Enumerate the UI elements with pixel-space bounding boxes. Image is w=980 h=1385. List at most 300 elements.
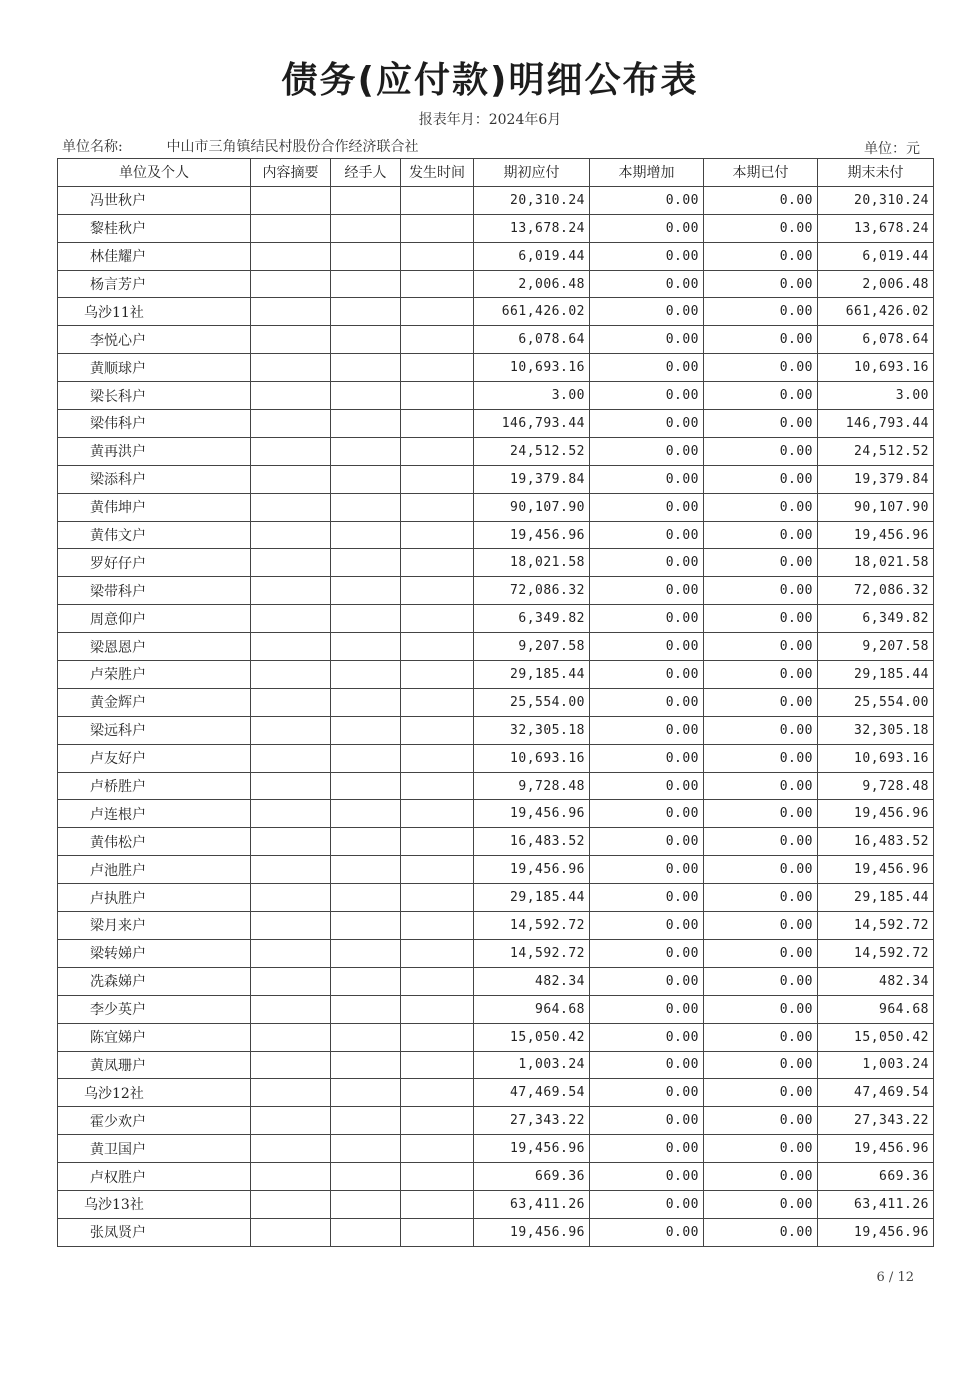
cell-time — [401, 186, 474, 214]
cell-closing-unpaid: 2,006.48 — [818, 270, 934, 298]
cell-summary — [251, 967, 331, 995]
cell-time — [401, 605, 474, 633]
cell-time — [401, 995, 474, 1023]
cell-summary — [251, 772, 331, 800]
cell-period-increase: 0.00 — [590, 716, 704, 744]
cell-closing-unpaid: 20,310.24 — [818, 186, 934, 214]
cell-name: 黎桂秋户 — [58, 214, 251, 242]
cell-name: 卢池胜户 — [58, 856, 251, 884]
cell-period-paid: 0.00 — [704, 995, 818, 1023]
cell-opening-payable: 63,411.26 — [474, 1190, 590, 1218]
cell-closing-unpaid: 669.36 — [818, 1163, 934, 1191]
cell-closing-unpaid: 18,021.58 — [818, 549, 934, 577]
cell-period-increase: 0.00 — [590, 270, 704, 298]
cell-closing-unpaid: 19,456.96 — [818, 800, 934, 828]
cell-period-paid: 0.00 — [704, 1079, 818, 1107]
cell-summary — [251, 716, 331, 744]
cell-name: 霍少欢户 — [58, 1107, 251, 1135]
cell-closing-unpaid: 1,003.24 — [818, 1051, 934, 1079]
table-row — [58, 716, 934, 744]
cell-period-paid: 0.00 — [704, 1023, 818, 1051]
cell-period-paid: 0.00 — [704, 633, 818, 661]
cell-name: 卢执胜户 — [58, 884, 251, 912]
table-row — [58, 939, 934, 967]
cell-name: 罗好仔户 — [58, 549, 251, 577]
cell-period-increase: 0.00 — [590, 186, 704, 214]
cell-opening-payable: 9,207.58 — [474, 633, 590, 661]
cell-handler — [331, 382, 401, 410]
cell-name: 冼森娣户 — [58, 967, 251, 995]
cell-period-paid: 0.00 — [704, 967, 818, 995]
cell-handler — [331, 1163, 401, 1191]
cell-handler — [331, 521, 401, 549]
cell-closing-unpaid: 63,411.26 — [818, 1190, 934, 1218]
cell-period-paid: 0.00 — [704, 939, 818, 967]
cell-opening-payable: 18,021.58 — [474, 549, 590, 577]
cell-time — [401, 800, 474, 828]
cell-opening-payable: 10,693.16 — [474, 744, 590, 772]
table-row — [58, 967, 934, 995]
cell-name: 梁转娣户 — [58, 939, 251, 967]
cell-opening-payable: 29,185.44 — [474, 661, 590, 689]
cell-time — [401, 410, 474, 438]
cell-period-paid: 0.00 — [704, 772, 818, 800]
cell-period-increase: 0.00 — [590, 967, 704, 995]
cell-period-paid: 0.00 — [704, 242, 818, 270]
cell-period-paid: 0.00 — [704, 1218, 818, 1246]
cell-period-increase: 0.00 — [590, 605, 704, 633]
cell-period-paid: 0.00 — [704, 577, 818, 605]
cell-time — [401, 493, 474, 521]
cell-summary — [251, 1135, 331, 1163]
cell-summary — [251, 493, 331, 521]
cell-period-paid: 0.00 — [704, 298, 818, 326]
cell-closing-unpaid: 72,086.32 — [818, 577, 934, 605]
cell-time — [401, 661, 474, 689]
cell-summary — [251, 884, 331, 912]
cell-closing-unpaid: 3.00 — [818, 382, 934, 410]
cell-name: 梁恩恩户 — [58, 633, 251, 661]
cell-closing-unpaid: 9,728.48 — [818, 772, 934, 800]
cell-opening-payable: 27,343.22 — [474, 1107, 590, 1135]
table-row — [58, 1107, 934, 1135]
cell-handler — [331, 1135, 401, 1163]
cell-time — [401, 270, 474, 298]
cell-name: 黄伟松户 — [58, 828, 251, 856]
cell-opening-payable: 669.36 — [474, 1163, 590, 1191]
cell-opening-payable: 14,592.72 — [474, 912, 590, 940]
cell-name: 梁带科户 — [58, 577, 251, 605]
table-row — [58, 521, 934, 549]
cell-summary — [251, 1190, 331, 1218]
table-row — [58, 1135, 934, 1163]
cell-period-increase: 0.00 — [590, 382, 704, 410]
column-header: 单位及个人 — [58, 159, 251, 187]
cell-opening-payable: 964.68 — [474, 995, 590, 1023]
cell-time — [401, 772, 474, 800]
cell-period-paid: 0.00 — [704, 912, 818, 940]
cell-period-increase: 0.00 — [590, 633, 704, 661]
table-row — [58, 633, 934, 661]
table-row — [58, 772, 934, 800]
cell-handler — [331, 437, 401, 465]
cell-opening-payable: 19,456.96 — [474, 1135, 590, 1163]
cell-closing-unpaid: 482.34 — [818, 967, 934, 995]
cell-time — [401, 1163, 474, 1191]
cell-summary — [251, 1218, 331, 1246]
cell-time — [401, 967, 474, 995]
cell-period-increase: 0.00 — [590, 688, 704, 716]
cell-name: 卢连根户 — [58, 800, 251, 828]
table-row — [58, 354, 934, 382]
cell-period-paid: 0.00 — [704, 856, 818, 884]
cell-period-increase: 0.00 — [590, 1023, 704, 1051]
cell-handler — [331, 633, 401, 661]
cell-name: 冯世秋户 — [58, 186, 251, 214]
cell-name: 卢友好户 — [58, 744, 251, 772]
cell-time — [401, 912, 474, 940]
column-header: 期初应付 — [474, 159, 590, 187]
cell-opening-payable: 6,078.64 — [474, 326, 590, 354]
cell-period-increase: 0.00 — [590, 1079, 704, 1107]
cell-name: 周意仰户 — [58, 605, 251, 633]
cell-closing-unpaid: 47,469.54 — [818, 1079, 934, 1107]
cell-handler — [331, 1079, 401, 1107]
cell-opening-payable: 19,456.96 — [474, 800, 590, 828]
column-header: 本期增加 — [590, 159, 704, 187]
cell-time — [401, 688, 474, 716]
cell-name: 黄伟文户 — [58, 521, 251, 549]
cell-time — [401, 521, 474, 549]
cell-name: 黄金辉户 — [58, 688, 251, 716]
cell-name: 梁伟科户 — [58, 410, 251, 438]
cell-opening-payable: 32,305.18 — [474, 716, 590, 744]
cell-time — [401, 939, 474, 967]
cell-closing-unpaid: 661,426.02 — [818, 298, 934, 326]
cell-opening-payable: 20,310.24 — [474, 186, 590, 214]
cell-name: 乌沙11社 — [58, 298, 251, 326]
table-row — [58, 437, 934, 465]
cell-handler — [331, 995, 401, 1023]
cell-opening-payable: 6,349.82 — [474, 605, 590, 633]
cell-time — [401, 298, 474, 326]
cell-period-paid: 0.00 — [704, 521, 818, 549]
cell-name: 梁添科户 — [58, 465, 251, 493]
table-row — [58, 577, 934, 605]
cell-period-paid: 0.00 — [704, 884, 818, 912]
cell-handler — [331, 549, 401, 577]
column-header: 本期已付 — [704, 159, 818, 187]
cell-name: 陈宜娣户 — [58, 1023, 251, 1051]
cell-opening-payable: 6,019.44 — [474, 242, 590, 270]
cell-handler — [331, 939, 401, 967]
cell-time — [401, 1051, 474, 1079]
cell-handler — [331, 410, 401, 438]
cell-name: 林佳耀户 — [58, 242, 251, 270]
cell-closing-unpaid: 19,456.96 — [818, 521, 934, 549]
cell-handler — [331, 465, 401, 493]
cell-time — [401, 744, 474, 772]
cell-period-increase: 0.00 — [590, 800, 704, 828]
cell-name: 黄凤珊户 — [58, 1051, 251, 1079]
page-number: 6 / 12 — [876, 1270, 914, 1285]
cell-closing-unpaid: 29,185.44 — [818, 884, 934, 912]
cell-period-increase: 0.00 — [590, 465, 704, 493]
table-row — [58, 186, 934, 214]
cell-period-paid: 0.00 — [704, 437, 818, 465]
cell-period-increase: 0.00 — [590, 884, 704, 912]
table-row — [58, 242, 934, 270]
cell-handler — [331, 493, 401, 521]
cell-opening-payable: 10,693.16 — [474, 354, 590, 382]
cell-closing-unpaid: 964.68 — [818, 995, 934, 1023]
cell-closing-unpaid: 6,019.44 — [818, 242, 934, 270]
cell-closing-unpaid: 27,343.22 — [818, 1107, 934, 1135]
cell-time — [401, 1218, 474, 1246]
table-row — [58, 744, 934, 772]
cell-time — [401, 577, 474, 605]
cell-time — [401, 354, 474, 382]
cell-summary — [251, 633, 331, 661]
cell-name: 黄伟坤户 — [58, 493, 251, 521]
table-row — [58, 1023, 934, 1051]
page-title: 债务(应付款)明细公布表 — [281, 60, 699, 101]
cell-handler — [331, 1190, 401, 1218]
unit-name: 中山市三角镇结民村股份合作经济联合社 — [166, 139, 419, 155]
cell-opening-payable: 14,592.72 — [474, 939, 590, 967]
table-body — [58, 186, 934, 1246]
cell-name: 梁月来户 — [58, 912, 251, 940]
cell-summary — [251, 270, 331, 298]
cell-name: 梁长科户 — [58, 382, 251, 410]
cell-period-paid: 0.00 — [704, 1051, 818, 1079]
table-row — [58, 1079, 934, 1107]
cell-closing-unpaid: 25,554.00 — [818, 688, 934, 716]
cell-period-increase: 0.00 — [590, 437, 704, 465]
cell-closing-unpaid: 24,512.52 — [818, 437, 934, 465]
cell-time — [401, 437, 474, 465]
cell-period-paid: 0.00 — [704, 326, 818, 354]
table-row — [58, 828, 934, 856]
cell-closing-unpaid: 32,305.18 — [818, 716, 934, 744]
cell-summary — [251, 298, 331, 326]
cell-period-increase: 0.00 — [590, 214, 704, 242]
cell-summary — [251, 856, 331, 884]
cell-opening-payable: 47,469.54 — [474, 1079, 590, 1107]
cell-handler — [331, 298, 401, 326]
cell-closing-unpaid: 14,592.72 — [818, 939, 934, 967]
cell-opening-payable: 24,512.52 — [474, 437, 590, 465]
cell-closing-unpaid: 16,483.52 — [818, 828, 934, 856]
cell-summary — [251, 577, 331, 605]
cell-period-increase: 0.00 — [590, 828, 704, 856]
unit-name-label: 单位名称: — [62, 139, 123, 155]
cell-summary — [251, 186, 331, 214]
cell-closing-unpaid: 19,456.96 — [818, 1218, 934, 1246]
column-header: 期末未付 — [818, 159, 934, 187]
table-row — [58, 382, 934, 410]
cell-period-increase: 0.00 — [590, 939, 704, 967]
cell-time — [401, 549, 474, 577]
cell-handler — [331, 186, 401, 214]
cell-handler — [331, 744, 401, 772]
cell-time — [401, 214, 474, 242]
cell-name: 黄再洪户 — [58, 437, 251, 465]
table-row — [58, 800, 934, 828]
cell-opening-payable: 19,456.96 — [474, 856, 590, 884]
cell-period-paid: 0.00 — [704, 688, 818, 716]
cell-period-increase: 0.00 — [590, 1218, 704, 1246]
cell-summary — [251, 1051, 331, 1079]
cell-opening-payable: 16,483.52 — [474, 828, 590, 856]
cell-period-increase: 0.00 — [590, 856, 704, 884]
cell-time — [401, 242, 474, 270]
table-row — [58, 465, 934, 493]
cell-handler — [331, 1218, 401, 1246]
cell-opening-payable: 146,793.44 — [474, 410, 590, 438]
cell-time — [401, 633, 474, 661]
cell-summary — [251, 382, 331, 410]
cell-period-paid: 0.00 — [704, 382, 818, 410]
payables-table — [57, 158, 934, 1247]
cell-opening-payable: 3.00 — [474, 382, 590, 410]
cell-closing-unpaid: 9,207.58 — [818, 633, 934, 661]
cell-summary — [251, 800, 331, 828]
table-row — [58, 661, 934, 689]
cell-period-increase: 0.00 — [590, 772, 704, 800]
cell-period-paid: 0.00 — [704, 186, 818, 214]
table-row — [58, 1190, 934, 1218]
column-header: 内容摘要 — [251, 159, 331, 187]
cell-closing-unpaid: 29,185.44 — [818, 661, 934, 689]
table-row — [58, 410, 934, 438]
cell-time — [401, 1107, 474, 1135]
table-row — [58, 493, 934, 521]
cell-name: 乌沙12社 — [58, 1079, 251, 1107]
cell-summary — [251, 1079, 331, 1107]
cell-period-paid: 0.00 — [704, 270, 818, 298]
cell-summary — [251, 661, 331, 689]
cell-summary — [251, 410, 331, 438]
cell-period-increase: 0.00 — [590, 493, 704, 521]
cell-summary — [251, 549, 331, 577]
cell-period-paid: 0.00 — [704, 214, 818, 242]
cell-handler — [331, 1107, 401, 1135]
cell-closing-unpaid: 6,349.82 — [818, 605, 934, 633]
cell-period-paid: 0.00 — [704, 549, 818, 577]
cell-summary — [251, 1163, 331, 1191]
cell-handler — [331, 828, 401, 856]
cell-name: 黄卫国户 — [58, 1135, 251, 1163]
table-row — [58, 1218, 934, 1246]
cell-name: 梁远科户 — [58, 716, 251, 744]
column-header: 发生时间 — [401, 159, 474, 187]
cell-opening-payable: 661,426.02 — [474, 298, 590, 326]
report-period: 报表年月：2024年6月 — [418, 112, 562, 128]
cell-period-paid: 0.00 — [704, 744, 818, 772]
cell-handler — [331, 856, 401, 884]
cell-period-paid: 0.00 — [704, 410, 818, 438]
cell-period-increase: 0.00 — [590, 995, 704, 1023]
cell-name: 黄顺球户 — [58, 354, 251, 382]
cell-summary — [251, 1107, 331, 1135]
cell-handler — [331, 242, 401, 270]
cell-closing-unpaid: 15,050.42 — [818, 1023, 934, 1051]
cell-closing-unpaid: 10,693.16 — [818, 354, 934, 382]
cell-period-paid: 0.00 — [704, 1163, 818, 1191]
cell-handler — [331, 214, 401, 242]
cell-name: 李少英户 — [58, 995, 251, 1023]
cell-period-increase: 0.00 — [590, 912, 704, 940]
cell-handler — [331, 577, 401, 605]
table-row — [58, 1163, 934, 1191]
column-header: 经手人 — [331, 159, 401, 187]
cell-period-increase: 0.00 — [590, 354, 704, 382]
cell-opening-payable: 90,107.90 — [474, 493, 590, 521]
cell-handler — [331, 716, 401, 744]
cell-period-paid: 0.00 — [704, 1107, 818, 1135]
cell-period-increase: 0.00 — [590, 1163, 704, 1191]
cell-period-paid: 0.00 — [704, 716, 818, 744]
cell-period-increase: 0.00 — [590, 744, 704, 772]
cell-time — [401, 382, 474, 410]
cell-period-increase: 0.00 — [590, 298, 704, 326]
cell-handler — [331, 1051, 401, 1079]
cell-period-increase: 0.00 — [590, 242, 704, 270]
cell-period-paid: 0.00 — [704, 1135, 818, 1163]
cell-summary — [251, 828, 331, 856]
cell-handler — [331, 605, 401, 633]
table-row — [58, 605, 934, 633]
cell-handler — [331, 800, 401, 828]
cell-summary — [251, 465, 331, 493]
table-row — [58, 326, 934, 354]
cell-handler — [331, 270, 401, 298]
table-row — [58, 856, 934, 884]
cell-opening-payable: 13,678.24 — [474, 214, 590, 242]
cell-time — [401, 1079, 474, 1107]
cell-handler — [331, 661, 401, 689]
cell-handler — [331, 884, 401, 912]
cell-summary — [251, 437, 331, 465]
cell-closing-unpaid: 19,379.84 — [818, 465, 934, 493]
table-row — [58, 912, 934, 940]
cell-handler — [331, 1023, 401, 1051]
table-row — [58, 995, 934, 1023]
cell-period-paid: 0.00 — [704, 828, 818, 856]
cell-summary — [251, 688, 331, 716]
cell-closing-unpaid: 90,107.90 — [818, 493, 934, 521]
cell-handler — [331, 326, 401, 354]
cell-handler — [331, 967, 401, 995]
cell-summary — [251, 1023, 331, 1051]
cell-closing-unpaid: 13,678.24 — [818, 214, 934, 242]
cell-name: 乌沙13社 — [58, 1190, 251, 1218]
cell-closing-unpaid: 146,793.44 — [818, 410, 934, 438]
cell-handler — [331, 912, 401, 940]
cell-period-paid: 0.00 — [704, 465, 818, 493]
cell-period-increase: 0.00 — [590, 1051, 704, 1079]
cell-closing-unpaid: 14,592.72 — [818, 912, 934, 940]
cell-period-paid: 0.00 — [704, 354, 818, 382]
cell-period-increase: 0.00 — [590, 1107, 704, 1135]
cell-opening-payable: 19,456.96 — [474, 521, 590, 549]
cell-handler — [331, 354, 401, 382]
cell-summary — [251, 242, 331, 270]
cell-period-increase: 0.00 — [590, 661, 704, 689]
cell-period-paid: 0.00 — [704, 800, 818, 828]
cell-opening-payable: 19,379.84 — [474, 465, 590, 493]
